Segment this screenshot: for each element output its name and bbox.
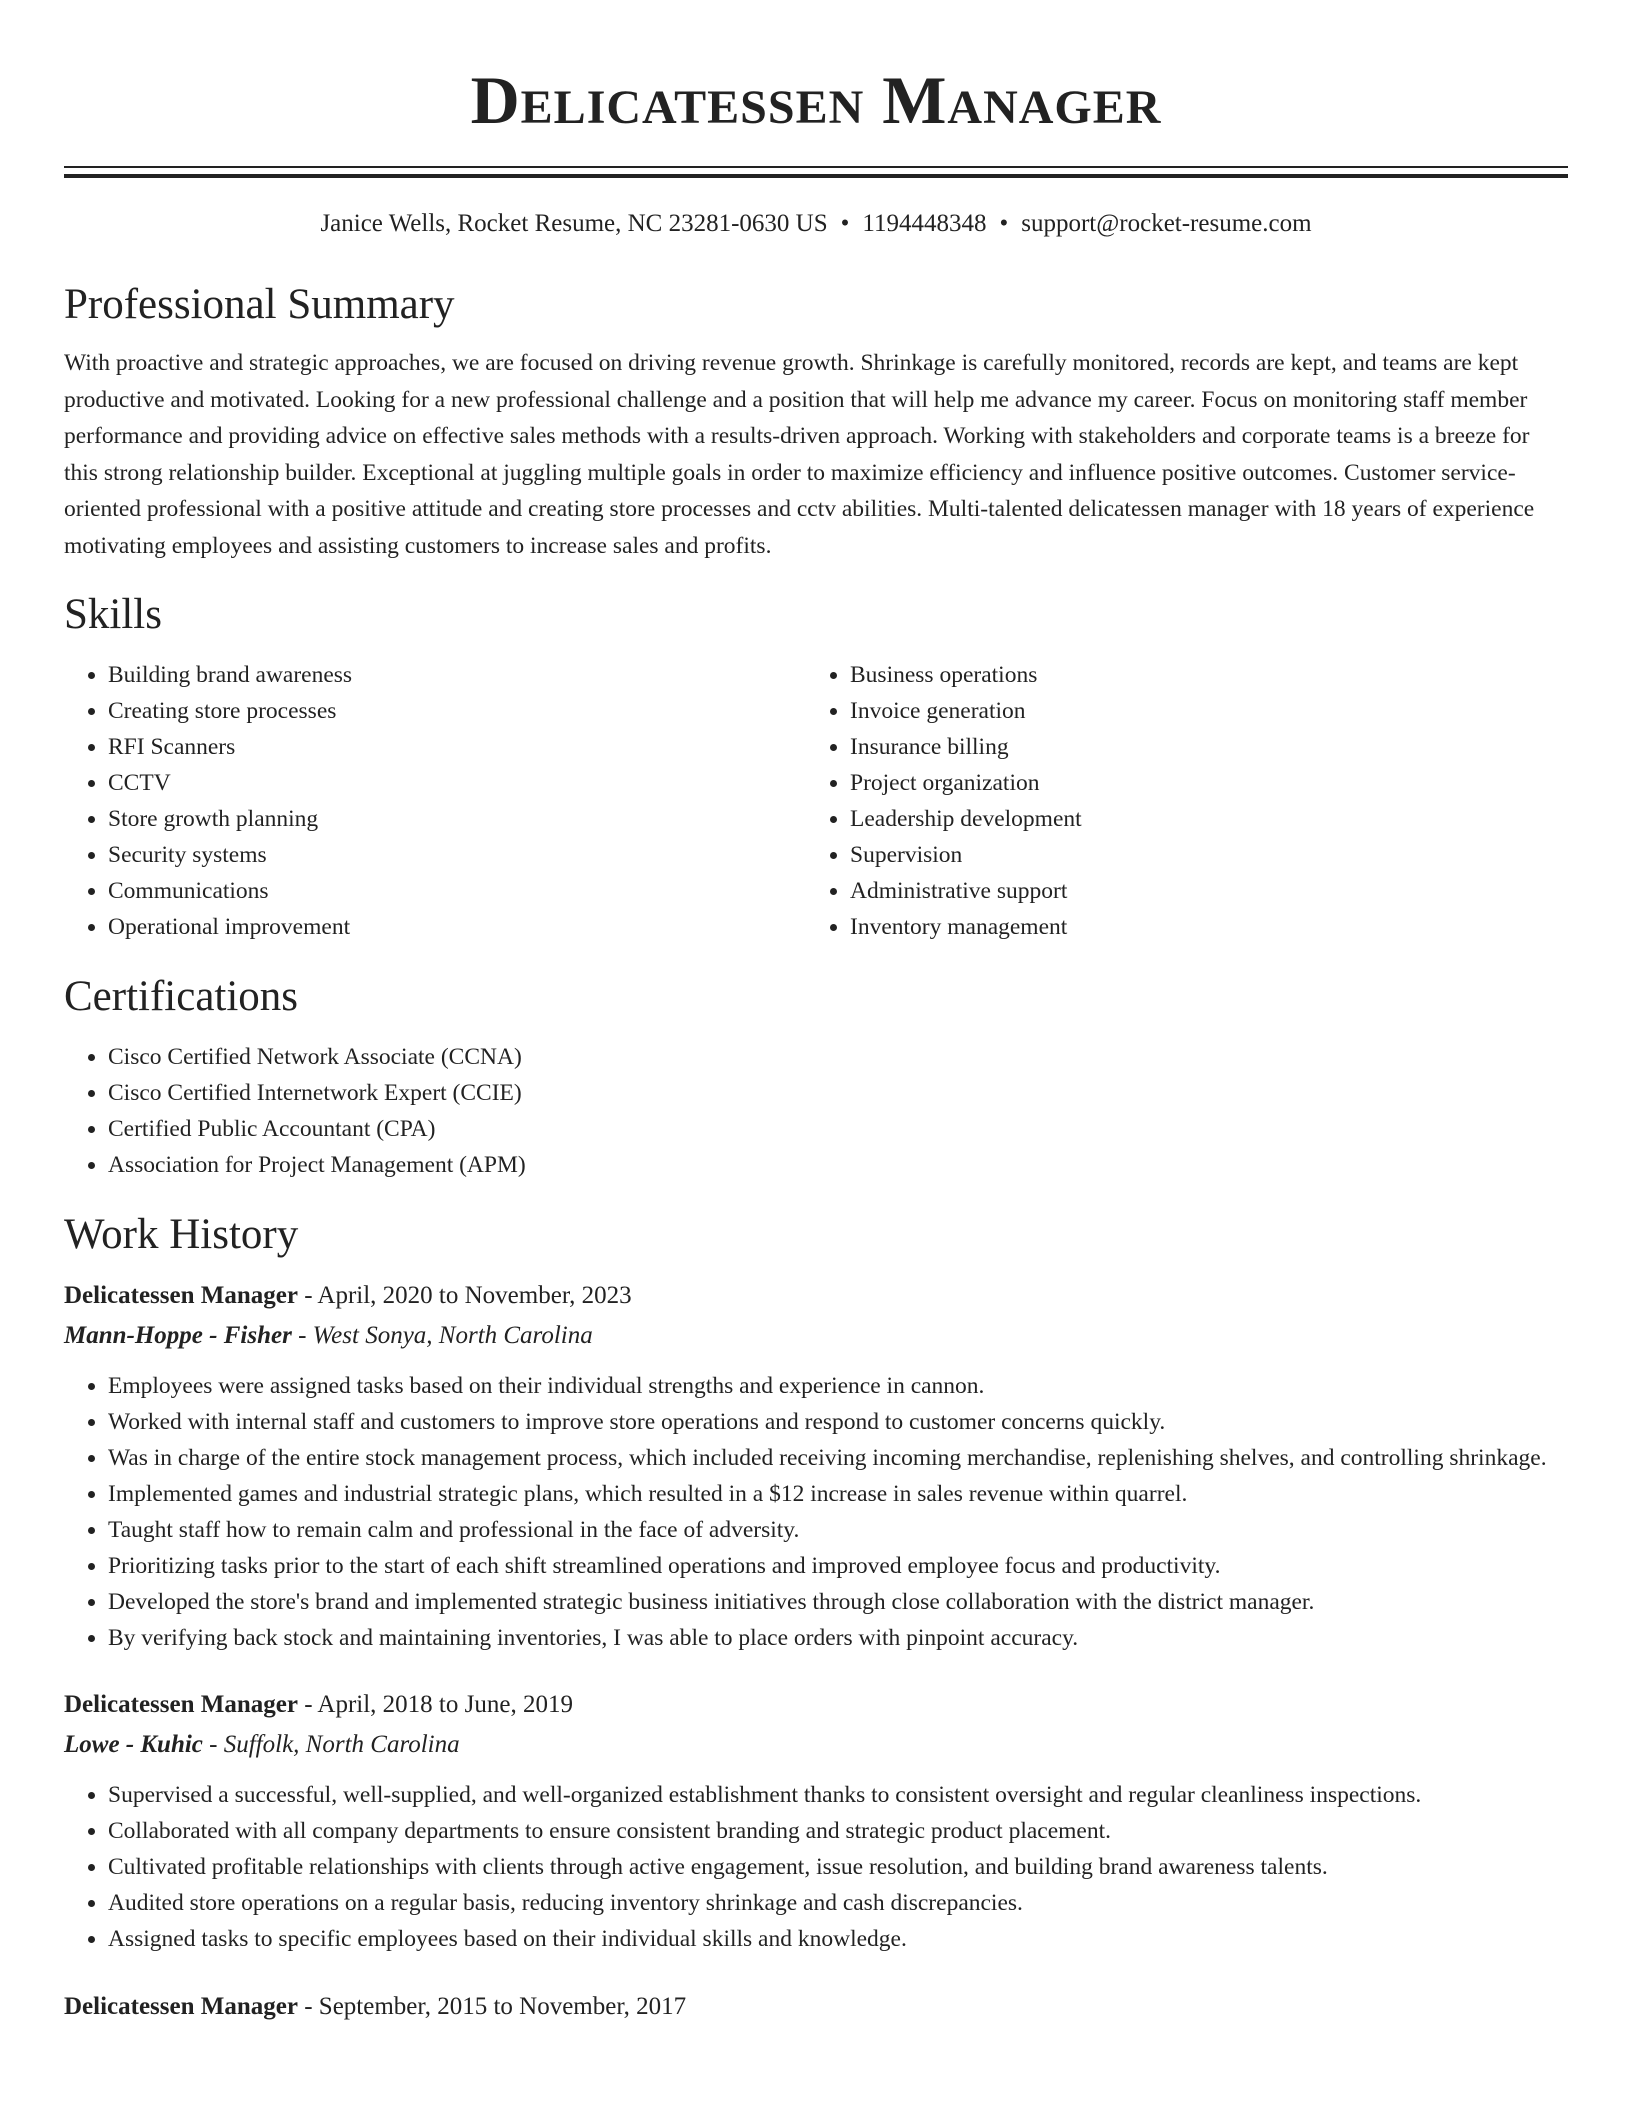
skills-column-left bbox=[64, 657, 806, 945]
skill-item: • Invoice generation bbox=[850, 693, 1548, 729]
job-location: - West Sonya, North Carolina bbox=[291, 1321, 593, 1349]
skill-item: • Business operations bbox=[850, 657, 1548, 693]
job-duty: • Audited store operations on a regular basis, reducing inventory shrinkage and cash discrepancies. bbox=[108, 1885, 1568, 1921]
skill-item: • Leadership development bbox=[850, 801, 1548, 837]
header-divider-thick bbox=[64, 174, 1568, 178]
skill-item: • Supervision bbox=[850, 837, 1548, 873]
skill-item: • Insurance billing bbox=[850, 729, 1548, 765]
skill-item: • Creating store processes bbox=[108, 693, 806, 729]
job-company: Lowe - Kuhic bbox=[64, 1730, 203, 1758]
skill-item: • CCTV bbox=[108, 765, 806, 801]
job-duty: • Supervised a successful, well-supplied, and well-organized establishment thanks to consistent oversight and regular cleanliness inspections. bbox=[108, 1777, 1568, 1813]
job-header bbox=[64, 1276, 1568, 1316]
header-divider-thin bbox=[64, 166, 1568, 168]
job-title: Delicatessen Manager bbox=[64, 1992, 298, 2020]
job-location: - Suffolk, North Carolina bbox=[202, 1730, 460, 1758]
summary-text: With proactive and strategic approaches, we are focused on driving revenue growth. Shrinkage is carefully monitored, records are kept, and teams are kept productive and motivated. Looking for a new professional challenge and a position that will help me advance my career. Focus on monitoring staff member performance and providing advice on effective sales methods with a results-driven approach. Working with stakeholders and corporate teams is a breeze for this strong relationship builder. Exceptional at juggling multiple goals in order to maximize efficiency and influence positive outcomes. Customer service-oriented professional with a positive attitude and creating store processes and cctv abilities. Multi-talented delicatessen manager with 18 years of experience motivating employees and assisting customers to increase sales and profits. bbox=[64, 350, 1535, 559]
job-duty: • Worked with internal staff and customers to improve store operations and respond to customer concerns quickly. bbox=[108, 1404, 1568, 1440]
contact-address: Janice Wells, Rocket Resume, NC 23281-0630 US bbox=[320, 210, 828, 237]
job-dates: - April, 2020 to November, 2023 bbox=[297, 1281, 632, 1309]
job-duty: • Prioritizing tasks prior to the start of each shift streamlined operations and improved employee focus and productivity. bbox=[108, 1548, 1568, 1584]
job-header bbox=[64, 1987, 1568, 2027]
skills-list-left bbox=[64, 657, 806, 945]
job-entry bbox=[64, 1276, 1568, 1656]
job-dates: - April, 2018 to June, 2019 bbox=[297, 1690, 573, 1718]
job-entry bbox=[64, 1685, 1568, 1957]
contact-line bbox=[64, 207, 1568, 241]
skill-item: • Project organization bbox=[850, 765, 1548, 801]
job-duty: • Developed the store's brand and implemented strategic business initiatives through close collaboration with the district manager. bbox=[108, 1584, 1568, 1620]
skill-item: • Communications bbox=[108, 873, 806, 909]
certification-item: • Cisco Certified Internetwork Expert (CCIE) bbox=[108, 1075, 1568, 1111]
job-duty: • Cultivated profitable relationships with clients through active engagement, issue resolution, and building brand awareness talents. bbox=[108, 1849, 1568, 1885]
skill-item: • Administrative support bbox=[850, 873, 1548, 909]
job-company: Mann-Hoppe - Fisher bbox=[64, 1321, 292, 1349]
certifications-list bbox=[64, 1039, 1568, 1183]
job-title: Delicatessen Manager bbox=[64, 1281, 298, 1309]
contact-email: support@rocket-resume.com bbox=[1021, 210, 1312, 237]
job-dates: - September, 2015 to November, 2017 bbox=[297, 1992, 687, 2020]
certification-item: • Association for Project Management (APM) bbox=[108, 1147, 1568, 1183]
contact-separator: • bbox=[840, 210, 850, 237]
job-header bbox=[64, 1685, 1568, 1725]
skills-column-right bbox=[806, 657, 1548, 945]
summary-heading: Professional Summary bbox=[64, 281, 455, 328]
contact-phone: 1194448348 bbox=[862, 210, 987, 237]
skill-item: • Operational improvement bbox=[108, 909, 806, 945]
job-company-line bbox=[64, 1725, 1568, 1765]
job-company-line bbox=[64, 1316, 1568, 1356]
skills-heading: Skills bbox=[64, 590, 162, 638]
job-title: Delicatessen Manager bbox=[64, 1690, 298, 1718]
job-duties-list bbox=[64, 1368, 1568, 1656]
job-duty: • Assigned tasks to specific employees based on their individual skills and knowledge. bbox=[108, 1921, 1568, 1957]
skill-item: • RFI Scanners bbox=[108, 729, 806, 765]
job-duty: • By verifying back stock and maintaining inventories, I was able to place orders with pinpoint accuracy. bbox=[108, 1620, 1568, 1656]
skill-item: • Inventory management bbox=[850, 909, 1548, 945]
job-duty: • Employees were assigned tasks based on their individual strengths and experience in cannon. bbox=[108, 1368, 1568, 1404]
job-entry bbox=[64, 1987, 1568, 2027]
skill-item: • Security systems bbox=[108, 837, 806, 873]
job-duties-list bbox=[64, 1777, 1568, 1957]
certifications-heading: Certifications bbox=[64, 972, 299, 1020]
certification-item: • Cisco Certified Network Associate (CCNA) bbox=[108, 1039, 1568, 1075]
work-history-heading: Work History bbox=[64, 1210, 299, 1258]
contact-separator: • bbox=[999, 210, 1009, 237]
skill-item: • Building brand awareness bbox=[108, 657, 806, 693]
job-duty: • Taught staff how to remain calm and professional in the face of adversity. bbox=[108, 1512, 1568, 1548]
job-duty: • Was in charge of the entire stock management process, which included receiving incoming merchandise, replenishing shelves, and controlling shrinkage. bbox=[108, 1440, 1568, 1476]
certification-item: • Certified Public Accountant (CPA) bbox=[108, 1111, 1568, 1147]
job-duty: • Implemented games and industrial strategic plans, which resulted in a $12 increase in sales revenue within quarrel. bbox=[108, 1476, 1568, 1512]
skills-list-right bbox=[806, 657, 1548, 945]
skill-item: • Store growth planning bbox=[108, 801, 806, 837]
resume-name: Delicatessen Manager bbox=[470, 62, 1162, 138]
job-duty: • Collaborated with all company departments to ensure consistent branding and strategic product placement. bbox=[108, 1813, 1568, 1849]
skills-grid bbox=[64, 657, 1568, 945]
